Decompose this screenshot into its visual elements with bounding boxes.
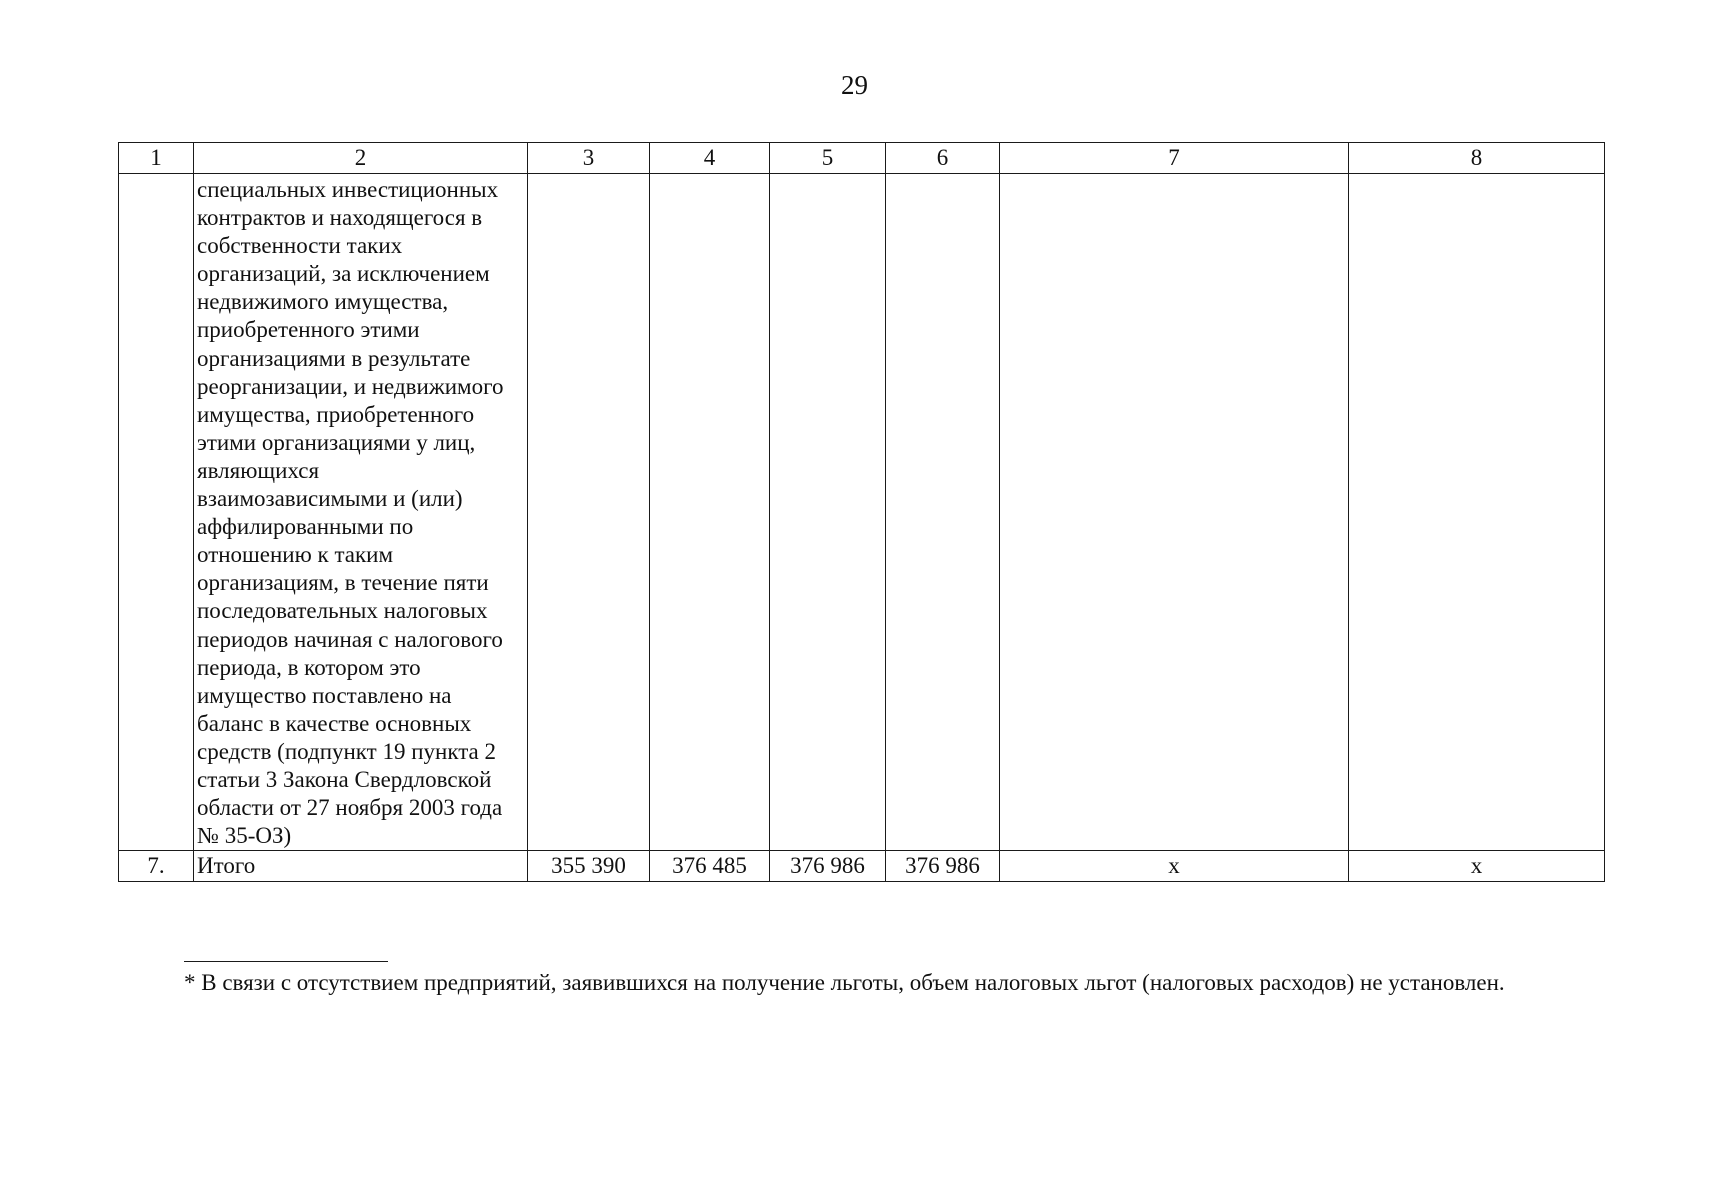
description-row: [119, 174, 1605, 851]
description-line: организациям, в течение пяти: [197, 570, 489, 596]
description-line: недвижимого имущества,: [197, 289, 449, 315]
description-line: средств (подпункт 19 пункта 2: [197, 738, 497, 764]
row-number-cell: [119, 174, 194, 851]
column-number: 8: [1349, 143, 1605, 174]
tax-benefits-table: [118, 142, 1605, 882]
total-value-col3: 355 390: [528, 851, 650, 882]
column-number: 4: [650, 143, 770, 174]
description-text: [197, 174, 524, 850]
total-value-col8: x: [1349, 851, 1605, 882]
description-line: приобретенного этими: [197, 317, 420, 343]
description-line: контрактов и находящегося в: [197, 205, 483, 231]
description-cell: [194, 174, 528, 851]
description-line: имущество поставлено на: [197, 682, 452, 708]
description-line: периодов начиная с налогового: [197, 626, 503, 652]
total-value-col7: x: [1000, 851, 1349, 882]
total-value-col6: 376 986: [886, 851, 1000, 882]
footnote: * В связи с отсутствием предприятий, заявившихся на получение льготы, объем налоговых льгот (налоговых расходов) не установлен.: [184, 970, 1505, 995]
description-line: являющихся: [197, 457, 320, 483]
column-number-row: [119, 143, 1605, 174]
empty-cell: [528, 174, 650, 851]
column-number: 3: [528, 143, 650, 174]
column-number: 2: [194, 143, 528, 174]
total-label: Итого: [194, 851, 528, 882]
description-line: аффилированными по: [197, 514, 414, 540]
total-value-col4: 376 485: [650, 851, 770, 882]
column-number: 7: [1000, 143, 1349, 174]
total-row-number: 7.: [119, 851, 194, 882]
footnote-divider: [184, 961, 388, 962]
total-value-col5: 376 986: [770, 851, 886, 882]
description-line: собственности таких: [197, 233, 403, 259]
description-line: отношению к таким: [197, 542, 394, 568]
description-line: периода, в котором это: [197, 654, 421, 680]
description-line: организациями в результате: [197, 345, 471, 371]
empty-cell: [1000, 174, 1349, 851]
description-line: № 35-ОЗ): [197, 823, 292, 849]
description-line: организаций, за исключением: [197, 261, 490, 287]
description-line: реорганизации, и недвижимого: [197, 373, 504, 399]
column-number: 1: [119, 143, 194, 174]
empty-cell: [1349, 174, 1605, 851]
description-line: баланс в качестве основных: [197, 710, 472, 736]
description-line: взаимозависимыми и (или): [197, 486, 463, 512]
empty-cell: [770, 174, 886, 851]
description-line: имущества, приобретенного: [197, 401, 475, 427]
column-number: 5: [770, 143, 886, 174]
empty-cell: [886, 174, 1000, 851]
page-number: 29: [841, 70, 868, 100]
description-line: статьи 3 Закона Свердловской: [197, 766, 492, 792]
description-line: специальных инвестиционных: [197, 177, 499, 202]
description-line: последовательных налоговых: [197, 598, 488, 624]
total-row: [119, 851, 1605, 882]
description-line: области от 27 ноября 2003 года: [197, 795, 503, 821]
empty-cell: [650, 174, 770, 851]
column-number: 6: [886, 143, 1000, 174]
description-line: этими организациями у лиц,: [197, 429, 476, 455]
